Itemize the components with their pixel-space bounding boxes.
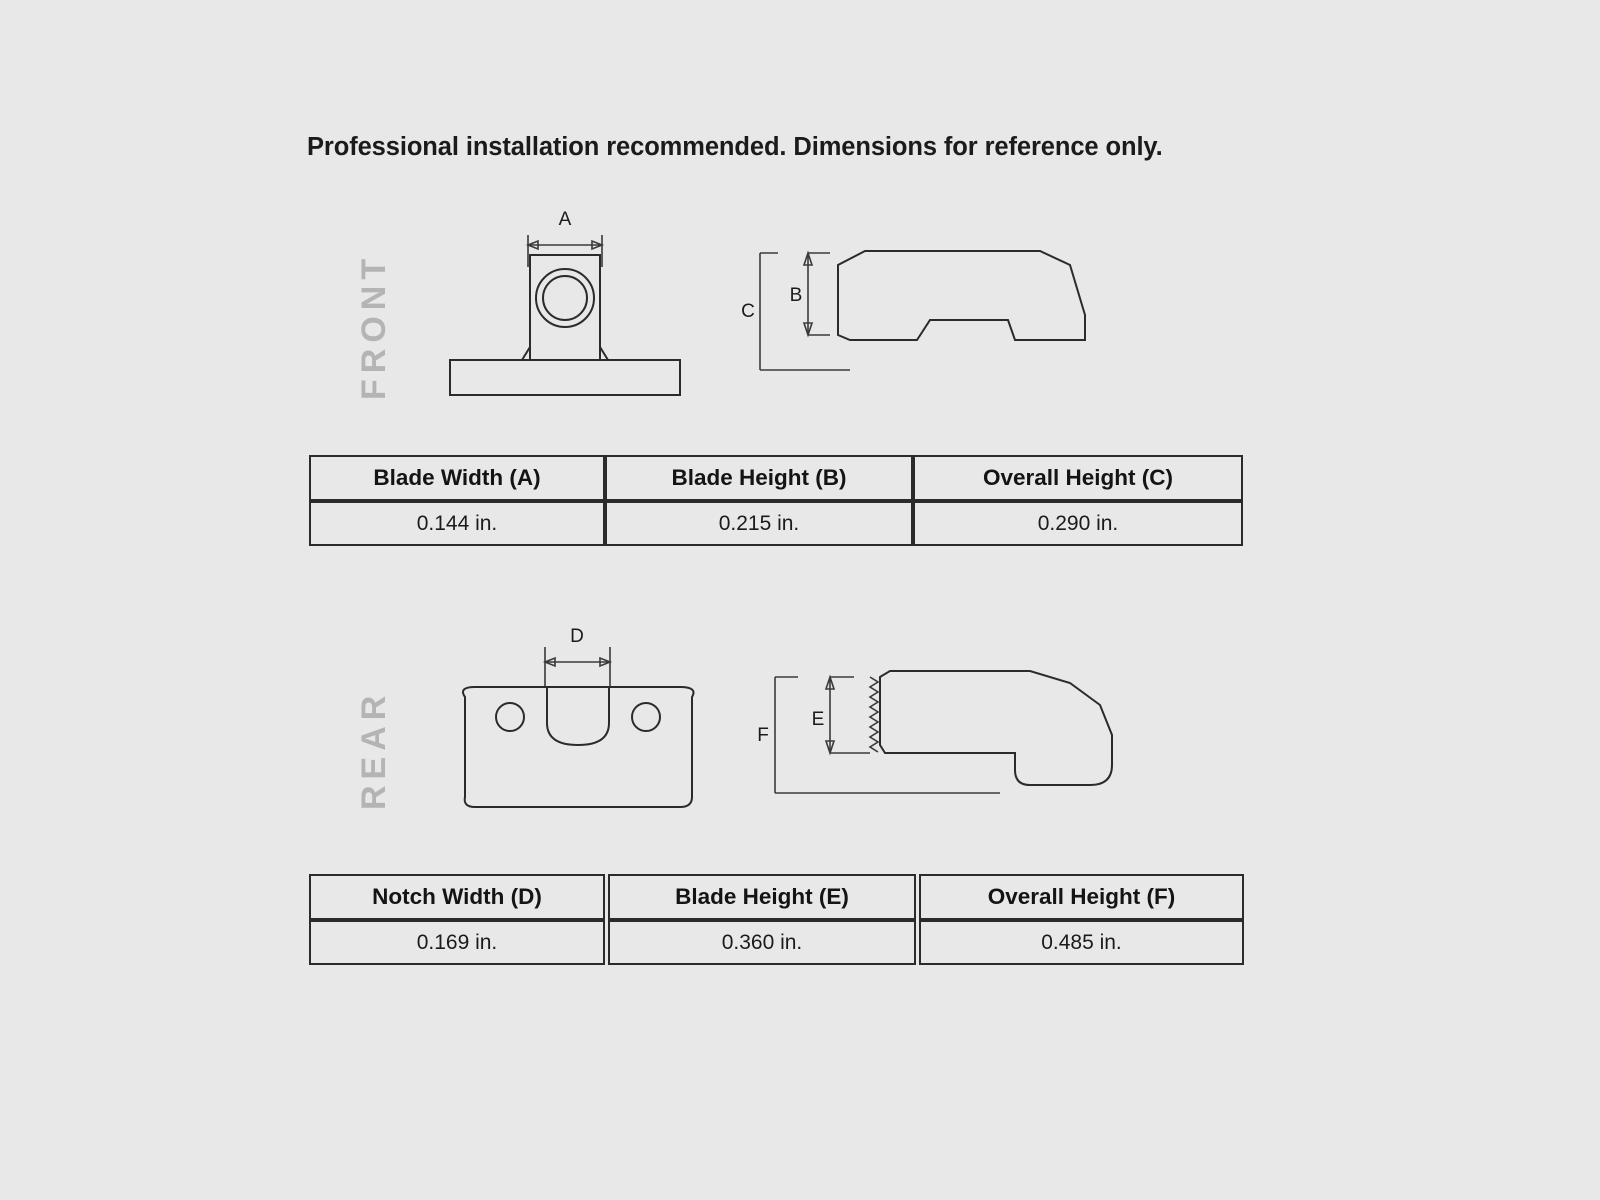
- dim-letter-e: E: [811, 709, 825, 730]
- dim-letter-f: F: [757, 725, 769, 746]
- section-label-front: FRONT: [355, 252, 393, 400]
- rear-sight-drawing: [430, 625, 1150, 825]
- front-table-value-c: 0.290 in.: [913, 501, 1243, 546]
- dim-letter-d: D: [570, 626, 584, 647]
- front-table-header-c: Overall Height (C): [913, 455, 1243, 501]
- front-table-value-b: 0.215 in.: [605, 501, 913, 546]
- rear-table-value-e: 0.360 in.: [608, 920, 916, 965]
- front-table-header-a: Blade Width (A): [309, 455, 605, 501]
- rear-table-header-d: Notch Width (D): [309, 874, 605, 920]
- rear-table-value-d: 0.169 in.: [309, 920, 605, 965]
- front-sight-drawing: [430, 195, 1110, 410]
- dim-letter-b: B: [789, 285, 803, 306]
- front-table-header-b: Blade Height (B): [605, 455, 913, 501]
- installation-notice: Professional installation recommended. Dimensions for reference only.: [307, 133, 1163, 161]
- rear-table-header-e: Blade Height (E): [608, 874, 916, 920]
- rear-table-value-f: 0.485 in.: [919, 920, 1244, 965]
- front-table-value-a: 0.144 in.: [309, 501, 605, 546]
- dim-letter-c: C: [741, 301, 755, 322]
- rear-table-header-f: Overall Height (F): [919, 874, 1244, 920]
- section-label-rear: REAR: [355, 689, 393, 810]
- dim-letter-a: A: [558, 209, 572, 230]
